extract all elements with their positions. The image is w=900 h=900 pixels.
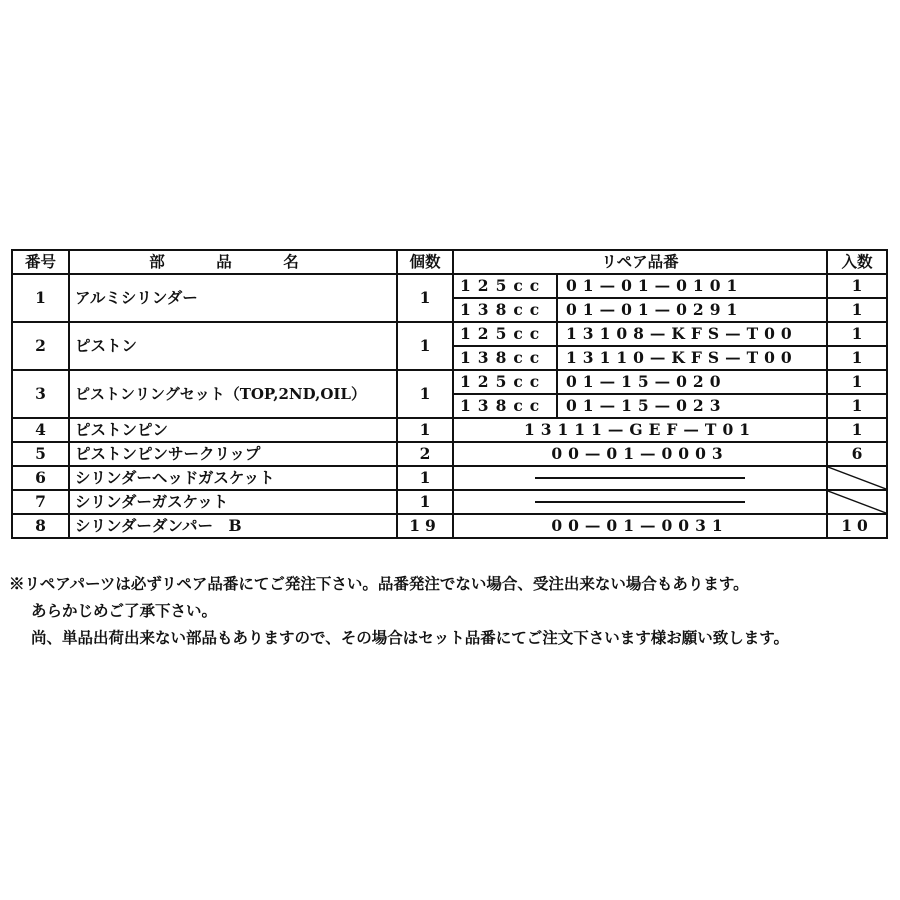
row-quantity: 2 [397, 442, 453, 466]
row-variant-cc: 138cc [453, 346, 557, 370]
row-number: 4 [12, 418, 69, 442]
row-quantity: 1 [397, 418, 453, 442]
row-variant-part-no: 01—15—020 [557, 370, 827, 394]
header-quantity: 個数 [397, 250, 453, 274]
slash-icon [828, 491, 886, 513]
row-number: 6 [12, 466, 69, 490]
table-row [12, 514, 887, 538]
dash-line [535, 477, 745, 479]
row-quantity: 1 [397, 466, 453, 490]
row-variant-cc: 125cc [453, 322, 557, 346]
row-part-no-none [453, 466, 827, 490]
row-part-name: シリンダーダンパー B [69, 514, 397, 538]
row-number: 3 [12, 370, 69, 418]
table-row [12, 418, 887, 442]
row-quantity: 1 [397, 322, 453, 370]
row-variant-part-no: 01—01—0291 [557, 298, 827, 322]
row-variant-pack: 1 [827, 322, 887, 346]
header-part-name: 部 品 名 [69, 250, 397, 274]
row-variant-part-no: 01—01—0101 [557, 274, 827, 298]
row-variant-cc: 138cc [453, 298, 557, 322]
row-variant-cc: 125cc [453, 274, 557, 298]
slash-icon [828, 467, 886, 489]
row-part-name: ピストン [69, 322, 397, 370]
row-part-name: シリンダーガスケット [69, 490, 397, 514]
note-line-2: あらかじめご了承下さい。 [31, 601, 218, 620]
table-row [12, 466, 887, 490]
table-row [12, 274, 887, 298]
row-part-no-none [453, 490, 827, 514]
row-pack: 6 [827, 442, 887, 466]
row-variant-pack: 1 [827, 346, 887, 370]
row-variant-pack: 1 [827, 298, 887, 322]
row-variant-part-no: 13108—KFS—T00 [557, 322, 827, 346]
row-part-no: 00—01—0003 [453, 442, 827, 466]
note-line-3: 尚、単品出荷出来ない部品もありますので、その場合はセット品番にてご注文下さいます様お願い致します。 [31, 628, 789, 647]
row-variant-pack: 1 [827, 394, 887, 418]
dash-line [535, 501, 745, 503]
row-pack: 1 [827, 418, 887, 442]
row-quantity: 1 [397, 490, 453, 514]
header-row [12, 250, 887, 274]
row-part-no: 13111—GEF—T01 [453, 418, 827, 442]
row-pack-none [827, 466, 887, 490]
table-row [12, 370, 887, 394]
row-quantity: 19 [397, 514, 453, 538]
row-variant-cc: 125cc [453, 370, 557, 394]
row-pack: 10 [827, 514, 887, 538]
row-variant-pack: 1 [827, 370, 887, 394]
row-part-name: ピストンピン [69, 418, 397, 442]
row-part-name: ピストンリングセット（TOP,2ND,OIL） [69, 370, 397, 418]
row-part-name: ピストンピンサークリップ [69, 442, 397, 466]
row-pack-none [827, 490, 887, 514]
table-row [12, 442, 887, 466]
row-number: 8 [12, 514, 69, 538]
parts-table [11, 249, 888, 539]
row-variant-pack: 1 [827, 274, 887, 298]
row-variant-part-no: 01—15—023 [557, 394, 827, 418]
row-variant-part-no: 13110—KFS—T00 [557, 346, 827, 370]
row-part-no: 00—01—0031 [453, 514, 827, 538]
row-part-name: アルミシリンダー [69, 274, 397, 322]
row-variant-cc: 138cc [453, 394, 557, 418]
table-row [12, 322, 887, 346]
header-number: 番号 [12, 250, 69, 274]
notes-block [9, 570, 894, 651]
row-number: 5 [12, 442, 69, 466]
header-pack-qty: 入数 [827, 250, 887, 274]
row-part-name: シリンダーヘッドガスケット [69, 466, 397, 490]
table-row [12, 490, 887, 514]
header-repair-part-no: リペア品番 [453, 250, 827, 274]
row-number: 2 [12, 322, 69, 370]
note-line-1: ※リペアパーツは必ずリペア品番にてご発注下さい。品番発注でない場合、受注出来ない場合もあります。 [9, 574, 749, 593]
row-number: 7 [12, 490, 69, 514]
row-quantity: 1 [397, 274, 453, 322]
row-quantity: 1 [397, 370, 453, 418]
row-number: 1 [12, 274, 69, 322]
